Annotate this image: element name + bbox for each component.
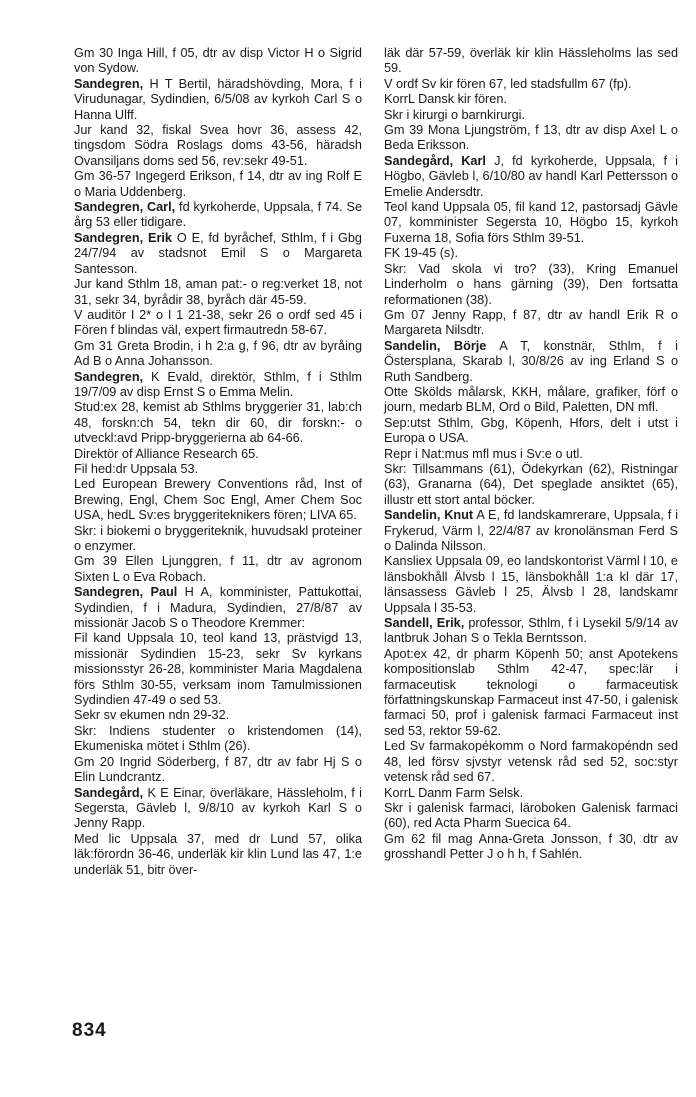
entry-text: Otte Skölds målarsk, KKH, målare, grafiker, förf o journ, medarb BLM, Ord o Bild, Paletten, DN mfl. — [384, 384, 678, 415]
entry-text: Skr i galenisk farmaci, läroboken Galenisk farmaci (60), red Acta Pharm Suecica 64. — [384, 800, 678, 831]
biography-entry — [74, 370, 362, 401]
biography-entry — [74, 708, 362, 723]
entry-text: Gm 62 fil mag Anna-Greta Jonsson, f 30, dtr av grosshandl Petter J o h h, f Sahlén. — [384, 831, 678, 862]
biography-entry — [384, 508, 678, 554]
entry-name: Sandegren, — [74, 76, 144, 91]
entry-name: Sandegren, Erik — [74, 230, 172, 245]
biography-entry — [74, 123, 362, 169]
biography-entry — [384, 462, 678, 508]
entry-text: Gm 07 Jenny Rapp, f 87, dtr av handl Erik R o Margareta Nilsdtr. — [384, 307, 678, 338]
biography-entry — [74, 308, 362, 339]
biography-entry — [384, 739, 678, 785]
entry-text: K Evald, direktör, Sthlm, f i Sthlm 19/7/09 av disp Ernst S o Emma Melin. — [74, 369, 362, 399]
biography-entry — [74, 400, 362, 446]
biography-entry — [384, 801, 678, 832]
biography-entry — [74, 200, 362, 231]
entry-text: Gm 39 Mona Ljungström, f 13, dtr av disp Axel L o Beda Eriksson. — [384, 123, 678, 153]
entry-text: Gm 31 Greta Brodin, i h 2:a g, f 96, dtr av byråing Ad B o Anna Johansson. — [74, 338, 362, 369]
biography-entry — [74, 339, 362, 370]
entry-name: Sandelin, Knut — [384, 508, 474, 523]
biography-entry — [384, 416, 678, 447]
entry-text: A E, fd landskamrerare, Uppsala, f i Frykerud, Värm l, 22/4/87 av kronolänsman Ferd S o Dalinda Nilsson. — [384, 508, 679, 553]
entry-text: V auditör I 2* o I 1 21-38, sekr 26 o ordf sed 45 i Fören f blindas väl, expert firmautredn 58-67. — [74, 307, 362, 338]
biography-entry — [384, 616, 678, 647]
entry-text: V ordf Sv kir fören 67, led stadsfullm 67 (fp). — [384, 76, 632, 91]
entry-text: Sep:utst Sthlm, Gbg, Köpenh, Hfors, delt i utst i Europa o USA. — [384, 415, 678, 446]
entry-name: Sandegård, — [74, 785, 144, 800]
entry-text: Stud:ex 28, kemist ab Sthlms bryggerier 31, lab:ch 48, forskn:ch 54, tekn dir 60, dir forskn:- o utveckl:avd Pripp-bryggerierna ab 64-66. — [74, 400, 362, 446]
biography-entry — [74, 169, 362, 200]
biography-entry — [384, 200, 678, 246]
biography-entry — [74, 46, 362, 77]
biography-entry — [384, 123, 678, 154]
biography-entry — [384, 339, 678, 385]
entry-text: A T, konstnär, Sthlm, f i Östersplana, Skarab l, 30/8/26 av ing Erland S o Ruth Sandberg. — [384, 338, 678, 384]
biography-entry — [74, 755, 362, 786]
entry-text: Jur kand Sthlm 18, aman pat:- o reg:verket 18, not 31, sekr 34, byrådir 38, byråch där 45-59. — [74, 277, 362, 307]
entry-text: Jur kand 32, fiskal Svea hovr 36, assess 42, tingsdom Södra Roslags doms 43-56, häradsh Ovansiljans doms sed 56, rev:sekr 49-51. — [74, 123, 362, 168]
entry-text: Repr i Nat:mus mfl mus i Sv:e o utl. — [384, 446, 583, 461]
entry-text: Skr i kirurgi o barnkirurgi. — [384, 107, 526, 122]
entry-text: professor, Sthlm, f i Lysekil 5/9/14 av lantbruk Johan S o Tekla Berntsson. — [384, 616, 678, 646]
entry-name: Sandell, Erik, — [384, 616, 465, 631]
entry-text: Teol kand Uppsala 05, fil kand 12, pastorsadj Gävle 07, komminister Segersta 10, Högbo 15, kyrkoh Fuxerna 18, Sofia förs Sthlm 39-51. — [384, 200, 678, 245]
biography-entry — [384, 832, 678, 863]
biography-entry — [74, 554, 362, 585]
biography-entry — [384, 554, 678, 616]
biography-entry — [384, 108, 678, 123]
left-column — [74, 46, 362, 878]
entry-text: Skr: Vad skola vi tro? (33), Kring Emanuel Linderholm o hans gärning (39), Den fortsatta reformationen (38). — [384, 261, 678, 307]
biography-entry — [74, 786, 362, 832]
biography-entry — [384, 154, 678, 200]
entry-text: Gm 20 Ingrid Söderberg, f 87, dtr av fabr Hj S o Elin Lundcrantz. — [74, 754, 362, 785]
entry-text: Led European Brewery Conventions råd, Inst of Brewing, Engl, Chem Soc Engl, Amer Chem Soc USA, hedL Sv:es bryggeriteknikers fören; LIVA 65. — [74, 477, 362, 523]
entry-text: H T Bertil, häradshövding, Mora, f i Virudunagar, Sydindien, 6/5/08 av kyrkoh Carl S o Hanna Ulff. — [74, 76, 362, 122]
entry-text: Fil kand Uppsala 10, teol kand 13, prästvigd 13, missionär Sydindien 15-23, sekr Sv kyrkans missionsstyr 26-28, komminister Maria Magdalena förs Sthlm 30-55, verksam inom Tamulmissionen Sydindien 47-49 o sed 53. — [74, 631, 362, 708]
biography-entry — [74, 447, 362, 462]
biography-entry — [74, 524, 362, 555]
entry-text: K E Einar, överläkare, Hässleholm, f i Segersta, Gävleb l, 9/8/10 av kyrkoh Karl S o Jenny Rapp. — [74, 785, 362, 831]
entry-text: Direktör of Alliance Research 65. — [74, 446, 259, 461]
entry-text: Sekr sv ekumen ndn 29-32. — [74, 708, 230, 723]
biography-entry — [74, 724, 362, 755]
entry-text: KorrL Dansk kir fören. — [384, 92, 507, 107]
biography-entry — [384, 46, 678, 77]
entry-text: Fil hed:dr Uppsala 53. — [74, 461, 199, 476]
entry-name: Sandegård, Karl — [384, 153, 486, 168]
entry-text: fd kyrkoherde, Uppsala, f 74. Se årg 53 eller tidigare. — [74, 200, 363, 230]
page-number: 834 — [72, 1020, 107, 1041]
biography-entry — [384, 262, 678, 308]
entry-text: H A, komminister, Pattukottai, Sydindien, f i Madura, Sydindien, 27/8/87 av missionär Jacob S o Theodore Kremmer: — [74, 585, 362, 631]
biography-entry — [74, 462, 362, 477]
biography-entry — [74, 631, 362, 708]
entry-name: Sandegren, Carl, — [74, 200, 176, 215]
biography-entry — [384, 385, 678, 416]
entry-text: J, fd kyrkoherde, Uppsala, f i Högbo, Gävleb l, 6/10/80 av handl Karl Pettersson o Emelie Andersdtr. — [384, 153, 678, 199]
entry-text: KorrL Danm Farm Selsk. — [384, 785, 524, 800]
biography-entry — [384, 786, 678, 801]
entry-text: Med lic Uppsala 37, med dr Lund 57, olika läk:förordn 36-46, underläk kir klin Lund las 47, 1:e underläk 51, bitr över- — [74, 831, 362, 877]
entry-text: Skr: Indiens studenter o kristendomen (14), Ekumeniska mötet i Sthlm (26). — [74, 723, 362, 754]
entry-text: Led Sv farmakopékomm o Nord farmakopéndn sed 48, led försv sjvstyr vetensk råd sed 52, soc:styr vetensk råd sed 67. — [384, 739, 678, 785]
entry-name: Sandegren, — [74, 369, 144, 384]
entry-text: FK 19-45 (s). — [384, 246, 459, 261]
entry-text: Apot:ex 42, dr pharm Köpenh 50; anst Apotekens kompositionslab Sthlm 42-47, spec:lär i farmaceutisk teknologi o farmaceutisk författningskunskap Farmaceut inst 47-50, i galenisk farmaci 50, prof i galenisk farmaci Farmaceut inst sed 53, rektor 59-62. — [384, 646, 678, 738]
biography-entry — [384, 246, 678, 261]
entry-name: Sandegren, Paul — [74, 585, 178, 600]
entry-text: Gm 30 Inga Hill, f 05, dtr av disp Victor H o Sigrid von Sydow. — [74, 46, 362, 76]
entry-text: Skr: i biokemi o bryggeriteknik, huvudsakl proteiner o enzymer. — [74, 523, 362, 553]
entry-name: Sandelin, Börje — [384, 338, 487, 353]
biography-entry — [74, 277, 362, 308]
right-column — [384, 46, 678, 863]
biography-entry — [74, 585, 362, 631]
biography-entry — [74, 77, 362, 123]
biography-entry — [74, 477, 362, 523]
entry-text: Gm 39 Ellen Ljunggren, f 11, dtr av agronom Sixten L o Eva Robach. — [74, 554, 362, 584]
biography-entry — [384, 308, 678, 339]
biography-entry — [384, 647, 678, 739]
entry-text: O E, fd byråchef, Sthlm, f i Gbg 24/7/94 av stadsnot Emil S o Margareta Santesson. — [74, 230, 362, 276]
entry-text: Gm 36-57 Ingegerd Erikson, f 14, dtr av ing Rolf E o Maria Uddenberg. — [74, 169, 362, 199]
biography-entry — [384, 77, 678, 92]
entry-text: Skr: Tillsammans (61), Ödekyrkan (62), Ristningar (63), Granarna (64), Det speglade ansiktet (65), illustr ett stort antal böcker. — [384, 461, 678, 507]
biography-entry — [74, 832, 362, 878]
biography-entry — [384, 92, 678, 107]
biography-entry — [384, 447, 678, 462]
entry-text: läk där 57-59, överläk kir klin Hässleholms las sed 59. — [384, 46, 678, 76]
biography-entry — [74, 231, 362, 277]
entry-text: Kansliex Uppsala 09, eo landskontorist Värml l 10, e länsbokhåll Älvsb l 15, länsbokhåll 1:a kl där 17, länsassess Gävleb l 25, Älvsb l 28, landskamr Uppsala l 35-53. — [384, 554, 678, 615]
